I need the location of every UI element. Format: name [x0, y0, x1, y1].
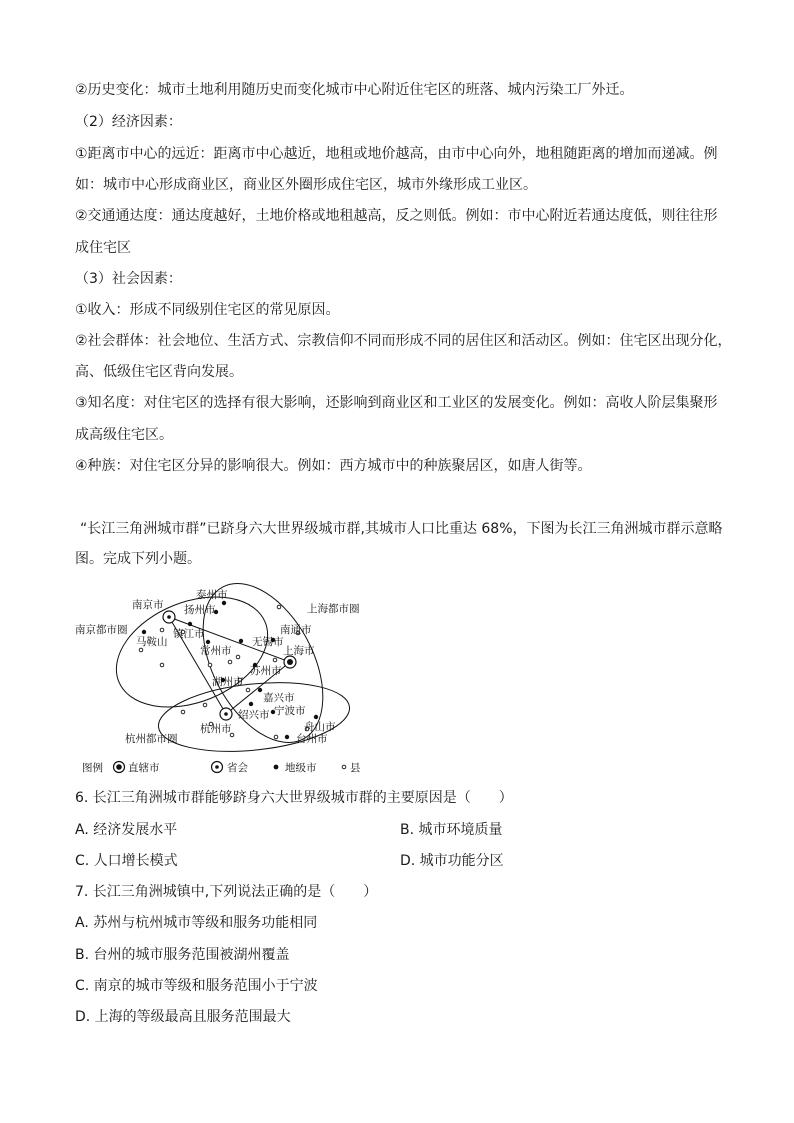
map-legend — [82, 761, 361, 774]
county-legend-icon — [342, 765, 346, 769]
text-line: ②历史变化：城市土地利用随历史而变化城市中心附近住宅区的班落、城内污染工厂外迁。 — [75, 82, 634, 98]
legend-county: 县 — [350, 762, 361, 774]
option-c[interactable]: C. 南京的城市等级和服务范围小于宁波 — [75, 978, 318, 994]
text-line: 如：城市中心形成商业区，商业区外圈形成住宅区，城市外缘形成工业区。 — [75, 177, 537, 193]
city-label: 绍兴市 — [238, 709, 270, 721]
city-label: 泰州市 — [196, 589, 228, 601]
city-label: 马鞍山 — [136, 636, 168, 648]
text-line: 高、低级住宅区背向发展。 — [75, 364, 243, 380]
capital-marker — [163, 611, 175, 623]
question-stem: 6. 长江三角洲城市群能够跻身六大世界级城市群的主要原因是（ ） — [75, 790, 513, 806]
city-label: 南京市 — [132, 599, 164, 611]
nanjing-metro-circle — [100, 576, 284, 728]
city-label: 南通市 — [280, 624, 312, 636]
city-label: 上海市 — [283, 645, 315, 657]
text-line: ①距离市中心的远近：距离市中心越近，地租或地价越高，由市中心向外，地租随距离的增加而递减。例 — [75, 146, 718, 162]
city-label: 杭州市 — [200, 723, 232, 735]
option-b[interactable]: B. 城市环境质量 — [400, 822, 503, 838]
city-label: 常州市 — [200, 645, 232, 657]
option-d[interactable]: D. 城市功能分区 — [400, 853, 504, 869]
intro-text: 图。完成下列小题。 — [75, 551, 201, 567]
question-stem: 7. 长江三角洲城镇中,下列说法正确的是（ ） — [75, 884, 378, 900]
city-label: 无锡市 — [252, 636, 284, 648]
legend-capital: 省会 — [227, 762, 248, 774]
shanghai-metro-label: 上海都市圈 — [307, 603, 360, 615]
option-c[interactable]: C. 人口增长模式 — [75, 853, 178, 869]
text-line: （2）经济因素： — [75, 114, 182, 130]
option-a[interactable]: A. 苏州与杭州城市等级和服务功能相同 — [75, 915, 318, 931]
nanjing-metro-label: 南京都市圈 — [75, 624, 128, 636]
text-line: ③知名度：对住宅区的选择有很大影响，还影响到商业区和工业区的发展变化。例如：高收人阶层集聚形 — [75, 395, 718, 411]
city-label: 镇江市 — [173, 628, 205, 640]
city-label: 湖州市 — [212, 676, 244, 688]
municipality-marker — [284, 656, 296, 668]
capital-marker — [220, 708, 232, 720]
city-label: 扬州市 — [184, 604, 216, 616]
option-d[interactable]: D. 上海的等级最高且服务范围最大 — [75, 1009, 291, 1025]
text-line: 成高级住宅区。 — [75, 427, 173, 443]
city-label: 舟山市 — [304, 721, 336, 733]
hangzhou-metro-label: 杭州都市圈 — [125, 733, 178, 745]
text-line: ②交通通达度：通达度越好，土地价格或地租越高，反之则低。例如：市中心附近若通达度低，则往往形 — [75, 208, 718, 224]
legend-title: 图例 — [82, 762, 103, 774]
city-label: 宁波市 — [274, 705, 306, 717]
text-line: （3）社会因素： — [75, 271, 182, 287]
city-label: 台州市 — [296, 733, 328, 745]
option-b[interactable]: B. 台州的城市服务范围被湖州覆盖 — [75, 947, 290, 963]
intro-text: “长江三角洲城市群”已跻身六大世界级城市群,其城市人口比重达 68%，下图为长江三角洲城市群示意略 — [80, 521, 723, 537]
prefecture-legend-icon — [274, 765, 279, 770]
text-line: ②社会群体：社会地位、生活方式、宗教信仰不同而形成不同的居住区和活动区。例如：住宅区出现分化， — [75, 333, 732, 349]
text-line: 成住宅区 — [75, 240, 131, 256]
legend-prefecture: 地级市 — [285, 762, 317, 774]
text-line: ①收入：形成不同级别住宅区的常见原因。 — [75, 302, 340, 318]
text-line: ④种族：对住宅区分异的影响很大。例如：西方城市中的种族聚居区，如唐人街等。 — [75, 458, 592, 474]
city-label: 苏州市 — [250, 665, 282, 677]
option-a[interactable]: A. 经济发展水平 — [75, 822, 178, 838]
legend-municipality: 直辖市 — [128, 762, 160, 774]
city-label: 嘉兴市 — [263, 692, 295, 704]
